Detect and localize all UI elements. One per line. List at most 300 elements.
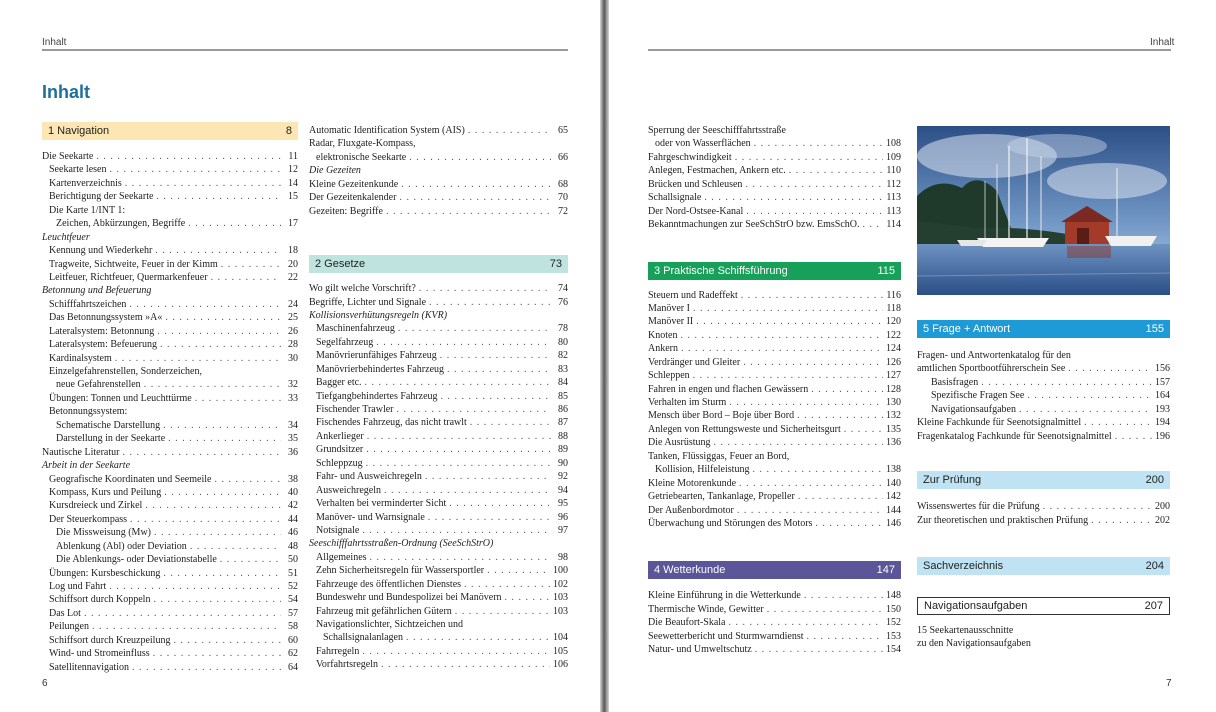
toc-entry-title: Zeichen, Abkürzungen, Begriffe	[56, 218, 186, 230]
toc-entry[interactable]	[42, 580, 298, 593]
section-page: 200	[1145, 474, 1164, 487]
toc-entry-page: 135	[886, 423, 901, 435]
toc-entry-title: Fahrzeug mit gefährlichen Gütern	[316, 605, 452, 617]
leader-dots	[384, 484, 551, 497]
toc-entry[interactable]	[309, 443, 568, 456]
section-gesetze[interactable]	[309, 255, 568, 273]
toc-entry-title: Radar, Fluxgate-Kompass,	[309, 138, 416, 150]
toc-entry-title: Zur theoretischen und praktischen Prüfung	[917, 514, 1089, 526]
toc-entry[interactable]	[648, 124, 901, 137]
section-frage-antwort[interactable]	[917, 320, 1170, 338]
toc-entry[interactable]	[309, 578, 568, 591]
toc-entry-title: Schiffsort durch Kreuzpeilung	[49, 634, 171, 646]
toc-entry[interactable]	[917, 514, 1170, 527]
toc-entry-page: 127	[886, 370, 901, 382]
section-label: 4 Wetterkunde	[654, 564, 726, 577]
toc-column-2	[309, 124, 568, 672]
toc-entry-title: Betonnung und Befeuerung	[42, 285, 152, 297]
toc-entry-title: Kleine Gezeitenkunde	[309, 178, 399, 190]
toc-entry[interactable]	[648, 151, 901, 164]
leader-dots	[376, 336, 551, 349]
toc-entry[interactable]	[309, 137, 568, 150]
toc-entry[interactable]	[917, 376, 1170, 389]
toc-entry-title: Verhalten im Sturm	[648, 397, 727, 408]
leader-dots	[440, 349, 551, 362]
leader-dots	[755, 643, 883, 656]
toc-entry-page: 52	[288, 581, 298, 592]
toc-entry-title: Satellitennavigation	[49, 661, 129, 673]
toc-entry[interactable]	[42, 217, 298, 230]
leader-dots	[165, 311, 281, 324]
toc-entry-title: Tragweite, Sichtweite, Feuer in der Kimm	[49, 258, 218, 270]
leader-dots	[714, 436, 884, 449]
toc-entry-title: Fischender Trawler	[316, 404, 394, 415]
toc-entry[interactable]	[309, 178, 568, 191]
toc-entry[interactable]	[309, 376, 568, 389]
leader-dots	[144, 378, 281, 391]
toc-entry[interactable]	[42, 150, 298, 163]
toc-entry[interactable]	[42, 499, 298, 512]
leader-dots	[92, 620, 281, 633]
section-sachverzeichnis[interactable]	[917, 557, 1170, 575]
leader-dots	[464, 578, 550, 591]
toc-entry-page: 142	[886, 491, 901, 503]
toc-entry-title: Die Missweisung (Mw)	[56, 527, 151, 539]
toc-entry-title: Tanken, Flüssiggas, Feuer an Bord,	[648, 450, 790, 462]
toc-entry-page: 146	[886, 517, 901, 529]
toc-entry-page: 88	[558, 430, 568, 442]
toc-entry-title: Verhalten bei verminderter Sicht	[316, 498, 447, 510]
leader-dots	[863, 218, 884, 231]
toc-entry[interactable]	[648, 643, 901, 656]
toc-entry-page: 118	[886, 302, 901, 314]
toc-entry[interactable]	[648, 504, 901, 517]
toc-entry-title: Kursdreieck und Zirkel	[49, 500, 143, 512]
toc-entry[interactable]	[42, 365, 298, 378]
toc-entry[interactable]	[42, 271, 298, 284]
toc-list-gesetze-cont	[648, 124, 901, 232]
toc-entry[interactable]	[917, 430, 1170, 443]
toc-entry[interactable]	[309, 363, 568, 376]
toc-subheading	[42, 284, 298, 297]
toc-entry[interactable]	[42, 244, 298, 257]
toc-entry-title: Seekarte lesen	[49, 164, 107, 176]
leader-dots	[155, 244, 281, 257]
toc-entry-title: Lateralsystem: Befeuerung	[49, 339, 158, 351]
toc-entry-title: Die Gezeiten	[309, 165, 361, 177]
toc-entry[interactable]	[42, 567, 298, 580]
toc-entry-title: Kompass, Kurs und Peilung	[49, 486, 162, 498]
leader-dots	[153, 647, 281, 660]
leader-dots	[441, 390, 551, 403]
toc-entry-title: Sperrung der Seeschifffahrtsstraße	[648, 125, 786, 136]
toc-entry[interactable]	[648, 383, 901, 396]
toc-entry[interactable]	[309, 497, 568, 510]
toc-entry[interactable]	[309, 205, 568, 218]
toc-entry[interactable]	[309, 124, 568, 137]
toc-entry[interactable]	[42, 311, 298, 324]
toc-entry-page: 153	[886, 630, 901, 642]
toc-entry[interactable]	[648, 450, 901, 463]
toc-entry-title: Fragen- und Antwortenkatalog für den	[917, 350, 1071, 361]
toc-entry[interactable]	[648, 589, 901, 602]
leader-dots	[743, 356, 883, 369]
toc-entry[interactable]	[42, 432, 298, 445]
toc-entry[interactable]	[309, 591, 568, 604]
toc-entry[interactable]	[648, 137, 901, 150]
leader-dots	[220, 553, 281, 566]
toc-entry-title: amtlichen Sportbootführerschein See	[917, 363, 1066, 375]
toc-entry-page: 96	[558, 511, 568, 523]
toc-entry-title: Anlegen von Rettungsweste und Sicherheitsgurt	[648, 423, 841, 435]
toc-entry[interactable]	[648, 218, 901, 231]
toc-entry[interactable]	[42, 620, 298, 633]
toc-entry-title: Übungen: Tonnen und Leuchttürme	[49, 392, 192, 404]
toc-entry[interactable]	[648, 191, 901, 204]
toc-entry[interactable]	[42, 258, 298, 271]
toc-entry-title: Manövrierunfähiges Fahrzeug	[316, 350, 437, 362]
toc-entry[interactable]	[648, 369, 901, 382]
toc-entry-title: Kollisionsverhütungsregeln (KVR)	[309, 309, 448, 321]
toc-entry-title: Schallsignalanlagen	[323, 632, 403, 644]
leader-dots	[370, 551, 551, 564]
toc-entry[interactable]	[42, 177, 298, 190]
toc-entry[interactable]	[648, 356, 901, 369]
toc-entry-page: 66	[558, 151, 568, 163]
toc-list-wetterkunde	[648, 589, 901, 656]
toc-entry-title: Einzelgefahrenstellen, Sonderzeichen,	[49, 366, 202, 377]
toc-entry-page: 108	[886, 138, 901, 150]
toc-entry[interactable]	[648, 342, 901, 355]
toc-entry[interactable]	[42, 405, 298, 418]
toc-entry-title: Wo gilt welche Vorschrift?	[309, 283, 416, 295]
leader-dots	[1068, 362, 1152, 375]
toc-entry-page: 25	[288, 312, 298, 324]
toc-entry[interactable]	[309, 605, 568, 618]
toc-entry-page: 11	[288, 151, 298, 162]
toc-entry-page: 20	[288, 258, 298, 270]
toc-entry[interactable]	[309, 282, 568, 295]
toc-entry-page: 38	[288, 473, 298, 485]
toc-entry-title: elektronische Seekarte	[316, 151, 407, 163]
toc-entry[interactable]	[309, 564, 568, 577]
toc-entry[interactable]	[648, 436, 901, 449]
toc-entry[interactable]	[42, 204, 298, 217]
toc-entry[interactable]	[917, 362, 1170, 375]
toc-entry-title: Spezifische Fragen See	[931, 390, 1025, 402]
leader-dots	[160, 338, 281, 351]
toc-entry[interactable]	[309, 349, 568, 362]
toc-entry[interactable]	[309, 524, 568, 537]
toc-entry[interactable]	[42, 190, 298, 203]
toc-entry-page: 78	[558, 323, 568, 335]
toc-entry[interactable]	[309, 645, 568, 658]
toc-entry[interactable]	[309, 191, 568, 204]
toc-entry[interactable]	[648, 463, 901, 476]
section-navigation[interactable]	[42, 122, 298, 140]
section-zur-pruefung[interactable]	[917, 471, 1170, 489]
toc-column-1	[42, 122, 298, 674]
toc-entry-title: Basisfragen	[931, 376, 979, 388]
toc-entry-title: Manöver- und Warnsignale	[316, 511, 425, 523]
toc-entry[interactable]	[309, 470, 568, 483]
toc-column-3	[648, 124, 901, 657]
toc-entry[interactable]	[648, 396, 901, 409]
toc-entry[interactable]	[309, 658, 568, 671]
toc-entry[interactable]	[648, 616, 901, 629]
toc-entry[interactable]	[648, 603, 901, 616]
toc-entry-title: Fahren in engen und flachen Gewässern	[648, 383, 809, 395]
toc-entry-page: 76	[558, 296, 568, 308]
leader-dots	[1019, 403, 1152, 416]
toc-entry-title: Die Beaufort-Skala	[648, 617, 726, 629]
leader-dots	[737, 504, 883, 517]
toc-subheading	[309, 309, 568, 322]
header-rule-left	[42, 49, 568, 51]
toc-entry-title: Kollision, Hilfeleistung	[655, 464, 750, 476]
toc-entry-page: 50	[288, 554, 298, 566]
toc-entry[interactable]	[648, 517, 901, 530]
section-navigationsaufgaben[interactable]	[917, 597, 1170, 615]
toc-entry[interactable]	[917, 349, 1170, 362]
toc-entry-page: 85	[558, 390, 568, 402]
toc-entry[interactable]	[309, 484, 568, 497]
toc-entry[interactable]	[309, 631, 568, 644]
leader-dots	[153, 593, 281, 606]
toc-entry[interactable]	[42, 392, 298, 405]
leader-dots	[366, 443, 551, 456]
toc-entry[interactable]	[42, 526, 298, 539]
toc-entry[interactable]	[648, 205, 901, 218]
section-wetterkunde[interactable]	[648, 561, 901, 579]
toc-entry-title: Die Ablenkungs- oder Deviationstabelle	[56, 554, 217, 566]
toc-entry[interactable]	[42, 163, 298, 176]
section-label: Navigationsaufgaben	[924, 599, 1028, 612]
toc-entry[interactable]	[42, 593, 298, 606]
toc-entry[interactable]	[917, 389, 1170, 402]
toc-entry[interactable]	[42, 486, 298, 499]
toc-entry-title: Manövrierbehindertes Fahrzeug	[316, 363, 445, 375]
nav-note-line-1: 15 Seekartenausschnitte	[917, 624, 1014, 636]
leader-dots	[807, 630, 883, 643]
toc-entry-title: Der Außenbordmotor	[648, 504, 734, 516]
toc-entry-title: Wissenswertes für die Prüfung	[917, 501, 1040, 513]
leader-dots	[109, 580, 281, 593]
toc-entry-title: neue Gefahrenstellen	[56, 379, 141, 391]
book-spine	[600, 0, 609, 712]
toc-entry[interactable]	[309, 511, 568, 524]
toc-entry-page: 110	[886, 165, 901, 177]
toc-entry[interactable]	[648, 164, 901, 177]
toc-entry[interactable]	[42, 378, 298, 391]
toc-entry[interactable]	[42, 647, 298, 660]
toc-entry[interactable]	[42, 419, 298, 432]
toc-entry[interactable]	[309, 322, 568, 335]
toc-entry[interactable]	[309, 336, 568, 349]
toc-entry-page: 24	[288, 298, 298, 310]
toc-entry-page: 42	[288, 500, 298, 512]
section-label: 3 Praktische Schiffsführung	[654, 264, 788, 277]
leader-dots	[767, 603, 883, 616]
toc-entry-title: Kleine Fachkunde für Seenotsignalmittel	[917, 417, 1082, 429]
toc-entry-page: 128	[886, 383, 901, 395]
toc-entry-title: Allgemeines	[316, 551, 367, 563]
toc-entry[interactable]	[309, 151, 568, 164]
toc-entry[interactable]	[648, 409, 901, 422]
toc-entry-page: 194	[1155, 417, 1170, 429]
section-praktische-schiffsfuehrung[interactable]	[648, 262, 901, 280]
toc-entry[interactable]	[42, 352, 298, 365]
toc-entry-page: 90	[558, 457, 568, 469]
toc-entry-page: 124	[886, 343, 901, 355]
page-number-left: 6	[42, 678, 48, 689]
toc-entry[interactable]	[648, 178, 901, 191]
toc-entry[interactable]	[309, 390, 568, 403]
toc-entry-title: Ankerlieger	[316, 430, 364, 442]
toc-list-frage-antwort	[917, 349, 1170, 443]
toc-entry-page: 15	[288, 191, 298, 203]
leader-dots	[129, 298, 281, 311]
toc-entry-page: 98	[558, 551, 568, 563]
toc-entry-page: 70	[558, 192, 568, 204]
leader-dots	[168, 432, 281, 445]
toc-entry-page: 136	[886, 437, 901, 449]
toc-entry-title: Seewetterbericht und Sturmwarndienst	[648, 630, 804, 642]
leader-dots	[693, 369, 883, 382]
toc-entry-title: Kleine Einführung in die Wetterkunde	[648, 590, 801, 602]
toc-entry[interactable]	[42, 473, 298, 486]
toc-entry[interactable]	[648, 477, 901, 490]
toc-entry-title: Natur- und Umweltschutz	[648, 644, 752, 656]
leader-dots	[455, 605, 550, 618]
toc-entry-page: 86	[558, 404, 568, 415]
toc-entry[interactable]	[42, 540, 298, 553]
toc-entry-title: oder von Wasserflächen	[655, 138, 751, 150]
leader-dots	[214, 473, 281, 486]
toc-entry[interactable]	[648, 490, 901, 503]
toc-entry[interactable]	[42, 325, 298, 338]
toc-entry-page: 62	[288, 648, 298, 660]
toc-entry-title: Übungen: Kursbeschickung	[49, 567, 161, 579]
toc-entry-page: 57	[288, 607, 298, 619]
toc-entry-title: Peilungen	[49, 621, 89, 633]
toc-list-gesetze	[309, 282, 568, 672]
toc-entry[interactable]	[42, 513, 298, 526]
toc-entry-title: Grundsitzer	[316, 444, 364, 456]
toc-entry-page: 103	[553, 592, 568, 604]
toc-entry-title: Tiefgangbehindertes Fahrzeug	[316, 390, 438, 402]
leader-dots	[132, 661, 281, 674]
section-page: 155	[1145, 323, 1164, 335]
toc-entry[interactable]	[42, 298, 298, 311]
toc-entry-page: 138	[886, 464, 901, 476]
toc-entry-title: Schiffsort durch Koppeln	[49, 594, 151, 606]
leader-dots	[115, 352, 281, 365]
toc-entry-title: Fragenkatalog Fachkunde für Seenotsignalmittel	[917, 430, 1112, 442]
toc-entry-title: Gezeiten: Begriffe	[309, 205, 383, 217]
page-title: Inhalt	[42, 82, 90, 102]
toc-entry-page: 114	[886, 219, 901, 231]
toc-entry-title: Berichtigung der Seekarte	[49, 191, 154, 203]
toc-entry-title: Schematische Darstellung	[56, 419, 161, 431]
toc-entry[interactable]	[648, 289, 901, 302]
toc-entry-page: 34	[288, 419, 298, 431]
toc-entry[interactable]	[917, 500, 1170, 513]
leader-dots	[681, 342, 883, 355]
toc-entry-title: Geografische Koordinaten und Seemeile	[49, 473, 212, 485]
leader-dots	[84, 607, 281, 620]
toc-entry-page: 132	[886, 410, 901, 422]
leader-dots	[811, 383, 883, 396]
toc-entry-page: 65	[558, 125, 568, 136]
section-page: 8	[285, 125, 292, 137]
toc-entry[interactable]	[42, 553, 298, 566]
toc-entry-page: 36	[288, 446, 298, 458]
toc-entry-page: 18	[288, 245, 298, 257]
toc-entry[interactable]	[648, 423, 901, 436]
running-head-right: Inhalt	[1150, 37, 1175, 48]
leader-dots	[981, 376, 1152, 389]
toc-entry-title: Ankern	[648, 343, 678, 355]
toc-entry-page: 51	[288, 567, 298, 579]
toc-entry-page: 202	[1155, 514, 1170, 526]
leader-dots	[704, 191, 883, 204]
toc-entry[interactable]	[42, 607, 298, 620]
toc-entry[interactable]	[917, 403, 1170, 416]
toc-entry[interactable]	[42, 446, 298, 459]
toc-entry[interactable]	[917, 416, 1170, 429]
toc-entry[interactable]	[309, 416, 568, 429]
toc-entry-page: 113	[886, 192, 901, 204]
toc-entry-title: Die Seekarte	[42, 151, 94, 162]
leader-dots	[125, 177, 281, 190]
toc-entry[interactable]	[309, 403, 568, 416]
toc-entry[interactable]	[309, 457, 568, 470]
toc-entry[interactable]	[42, 338, 298, 351]
toc-entry-page: 100	[553, 565, 568, 577]
toc-entry-title: Leitfeuer, Richtfeuer, Quermarkenfeuer	[49, 271, 208, 283]
toc-entry[interactable]	[309, 430, 568, 443]
leader-dots	[735, 151, 883, 164]
toc-entry-title: Anlegen, Festmachen, Ankern etc.	[648, 165, 786, 177]
toc-entry[interactable]	[309, 551, 568, 564]
toc-entry[interactable]	[648, 315, 901, 328]
toc-entry-title: Schleppzug	[316, 457, 363, 469]
leader-dots	[789, 164, 884, 177]
toc-entry[interactable]	[648, 630, 901, 643]
toc-entry-page: 156	[1155, 363, 1170, 375]
leader-dots	[797, 409, 883, 422]
toc-entry-title: Überwachung und Störungen des Motors	[648, 517, 813, 529]
toc-entry[interactable]	[42, 661, 298, 674]
toc-entry-title: Die Ausrüstung	[648, 437, 711, 449]
toc-entry[interactable]	[648, 329, 901, 342]
toc-entry[interactable]	[648, 302, 901, 315]
toc-entry-page: 58	[288, 621, 298, 633]
toc-entry-page: 193	[1155, 403, 1170, 415]
toc-entry-title: Brücken und Schleusen	[648, 178, 743, 190]
toc-entry[interactable]	[309, 296, 568, 309]
toc-entry-page: 54	[288, 594, 298, 606]
toc-entry-page: 144	[886, 504, 901, 516]
toc-entry-title: Schifffahrtszeichen	[49, 298, 127, 310]
toc-entry[interactable]	[42, 634, 298, 647]
toc-entry[interactable]	[309, 618, 568, 631]
toc-entry-page: 104	[553, 632, 568, 644]
toc-entry-title: Navigationslichter, Sichtzeichen und	[316, 619, 464, 630]
toc-entry-title: Navigationsaufgaben	[931, 403, 1016, 415]
toc-entry-page: 113	[886, 205, 901, 217]
